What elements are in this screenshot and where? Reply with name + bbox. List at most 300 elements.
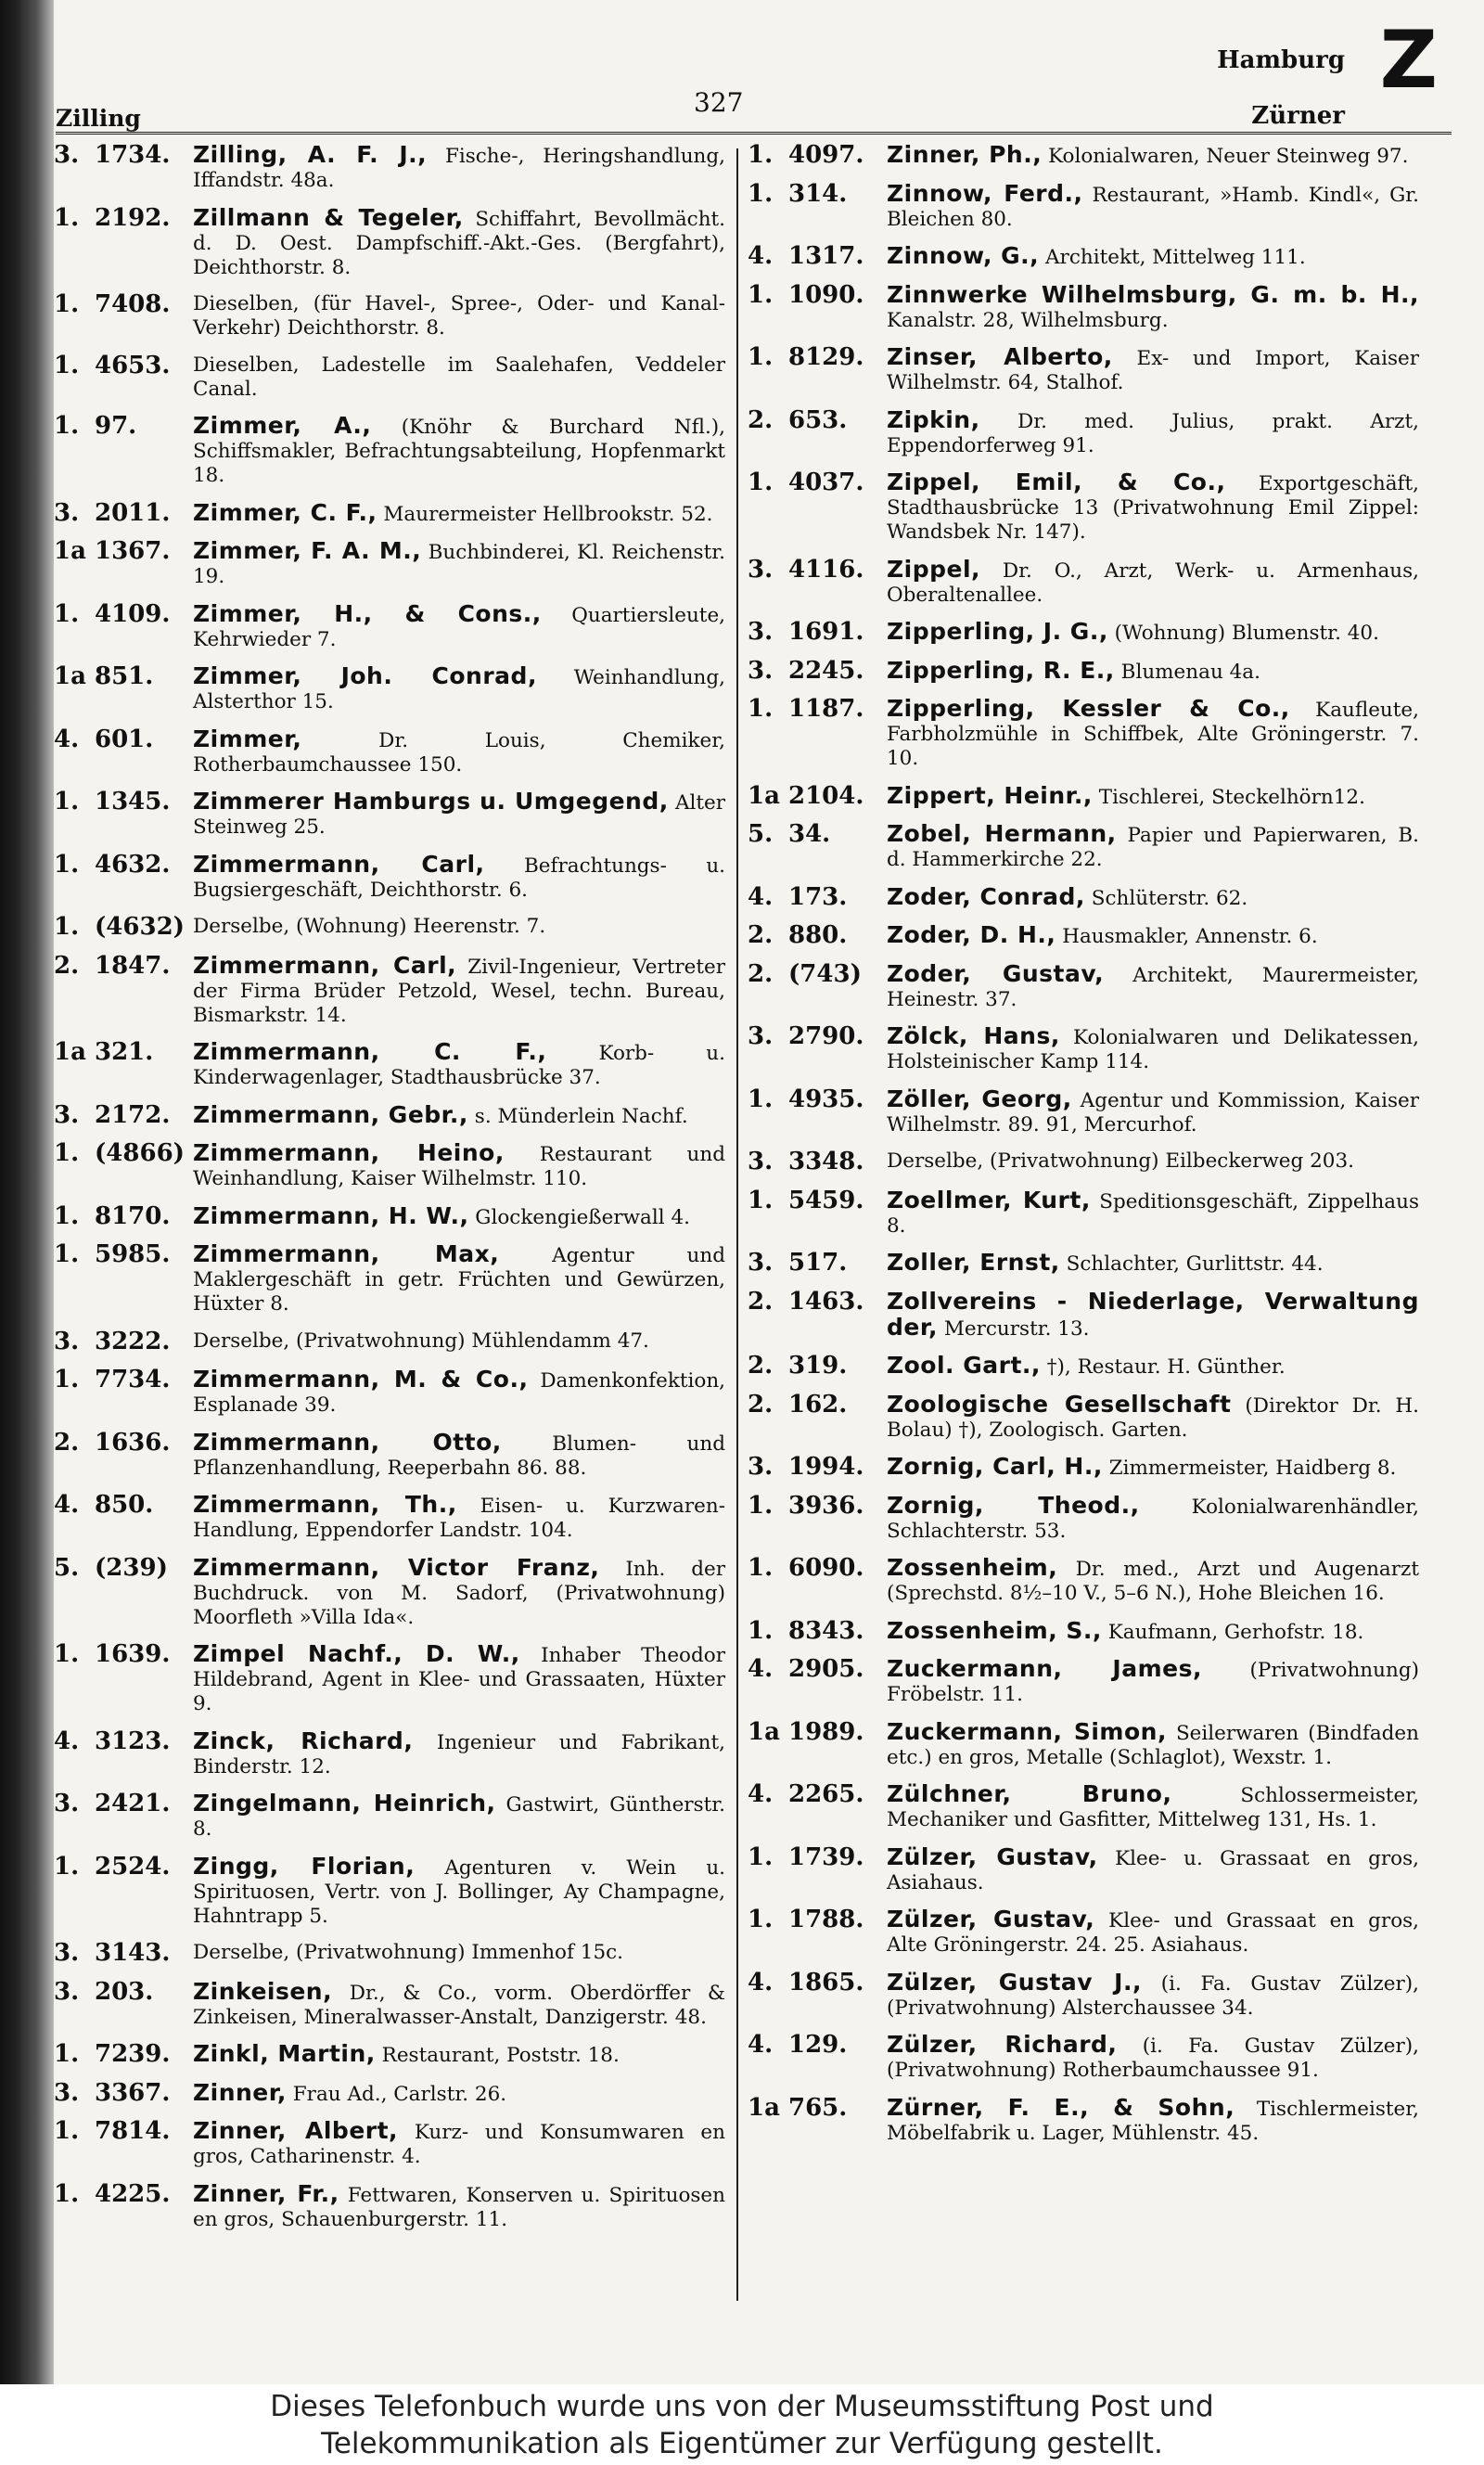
entry-details: Architekt, Maurermeister, Heinestr. 37. xyxy=(887,963,1419,1011)
subscriber-name: Zöller, Georg, xyxy=(887,1085,1072,1112)
exchange-prefix: 5. xyxy=(748,820,774,848)
directory-entry xyxy=(54,1978,725,2030)
entry-details: Exportgeschäft, Stadthausbrücke 13 (Privatwohnung Emil Zippel: Wandsbek Nr. 147). xyxy=(887,472,1419,544)
subscriber-name: Zimmer, Joh. Conrad, xyxy=(193,662,537,689)
directory-entry xyxy=(54,1101,725,1129)
directory-entry xyxy=(54,2180,725,2232)
entry-text xyxy=(193,1853,725,1929)
exchange-prefix: 2. xyxy=(748,959,774,988)
line-number: 653. xyxy=(788,405,848,434)
entry-text xyxy=(193,1554,725,1630)
exchange-prefix: 1. xyxy=(748,695,774,723)
line-number: 2172. xyxy=(95,1100,171,1129)
line-number: 2524. xyxy=(95,1852,171,1881)
exchange-prefix: 2. xyxy=(748,1390,774,1419)
directory-entry xyxy=(748,343,1419,395)
entry-details: (Privatwohnung) Fröbelstr. 11. xyxy=(887,1659,1419,1706)
directory-entry xyxy=(748,242,1419,270)
phone-number xyxy=(54,600,193,628)
directory-entry xyxy=(54,1240,725,1316)
phone-number xyxy=(748,1249,887,1277)
line-number: 851. xyxy=(95,662,154,690)
exchange-prefix: 1. xyxy=(748,1906,774,1933)
entry-details: Schlüterstr. 62. xyxy=(1091,886,1248,910)
directory-entry xyxy=(748,1718,1419,1770)
entry-details: Restaurant und Weinhandlung, Kaiser Wilhelmstr. 110. xyxy=(193,1143,726,1190)
subscriber-name: Zuckermann, Simon, xyxy=(887,1717,1167,1745)
subscriber-name: Zinnow, Ferd., xyxy=(887,179,1083,207)
line-number: 8170. xyxy=(95,1201,171,1230)
entry-text xyxy=(887,657,1419,685)
phone-number xyxy=(748,1187,887,1214)
directory-entry xyxy=(54,1038,725,1090)
exchange-prefix: 1. xyxy=(748,469,774,496)
line-number: 2790. xyxy=(788,1022,864,1050)
directory-entry xyxy=(748,883,1419,911)
entry-text xyxy=(887,1391,1419,1443)
entry-text xyxy=(887,1718,1419,1770)
left-column xyxy=(54,141,725,2242)
city-label: Hamburg xyxy=(1217,46,1345,74)
phone-number xyxy=(748,1617,887,1645)
directory-entry xyxy=(54,412,725,488)
entry-details: Derselbe, (Privatwohnung) Mühlendamm 47. xyxy=(193,1329,649,1353)
exchange-prefix: 3. xyxy=(54,1939,80,1967)
exchange-prefix: 3. xyxy=(748,656,774,685)
exchange-prefix: 3. xyxy=(54,1327,80,1355)
exchange-prefix: 1. xyxy=(54,351,80,379)
phone-number xyxy=(54,290,193,318)
exchange-prefix: 2. xyxy=(54,1428,80,1457)
entry-text xyxy=(193,1939,725,1965)
line-number: 1317. xyxy=(788,242,864,270)
entry-details: Maurermeister Hellbrookstr. 52. xyxy=(383,502,713,526)
exchange-prefix: 4. xyxy=(748,242,774,270)
directory-entry xyxy=(748,618,1419,646)
phone-number xyxy=(54,2117,193,2145)
phone-number xyxy=(54,141,193,169)
subscriber-name: Zossenheim, S., xyxy=(887,1616,1102,1644)
directory-entry xyxy=(748,141,1419,169)
directory-entry xyxy=(748,782,1419,810)
exchange-prefix: 4. xyxy=(748,2031,774,2059)
subscriber-name: Zornig, Carl, H., xyxy=(887,1453,1103,1480)
line-number: 4116. xyxy=(788,555,864,584)
line-number: 4109. xyxy=(95,599,171,628)
directory-entry xyxy=(748,1492,1419,1544)
entry-text xyxy=(193,2117,725,2169)
entry-text xyxy=(887,883,1419,911)
directory-entry xyxy=(54,1202,725,1230)
entry-text xyxy=(193,537,725,589)
directory-entry xyxy=(748,2031,1419,2083)
subscriber-name: Zippel, xyxy=(887,555,981,583)
phone-number xyxy=(748,695,887,723)
subscriber-name: Zimmermann, H. W., xyxy=(193,1201,469,1229)
subscriber-name: Zoologische Gesellschaft xyxy=(887,1390,1232,1418)
entry-details: Schiffahrt, Bevollmächt. d. D. Oest. Dampfschiff.-Akt.-Ges. (Bergfahrt), Deichthorstr. 8. xyxy=(193,207,726,279)
phone-number xyxy=(54,913,193,941)
entry-text xyxy=(193,352,725,402)
subscriber-name: Zinck, Richard, xyxy=(193,1727,414,1754)
entry-details: Dr. Louis, Chemiker, Rotherbaumchaussee 150. xyxy=(193,728,725,777)
entry-details: Kanalstr. 28, Wilhelmsburg. xyxy=(887,308,1169,332)
entry-details: Weinhandlung, Alsterthor 15. xyxy=(193,666,725,713)
exchange-prefix: 1. xyxy=(54,412,80,440)
line-number: 2011. xyxy=(95,498,171,527)
phone-number xyxy=(748,2094,887,2122)
directory-entry xyxy=(54,1328,725,1355)
subscriber-name: Zimmer, C. F., xyxy=(193,498,377,526)
entry-details: Tischlermeister, Möbelfabrik u. Lager, Mühlenstr. 45. xyxy=(887,2097,1419,2145)
line-number: 7814. xyxy=(95,2117,171,2145)
entry-details: Korb- u. Kinderwagenlager, Stadthausbrücke 37. xyxy=(193,1042,725,1089)
directory-entry xyxy=(748,1843,1419,1895)
phone-number xyxy=(748,1906,887,1933)
directory-entry xyxy=(54,913,725,941)
directory-entry xyxy=(748,1617,1419,1645)
exchange-prefix: 1. xyxy=(54,1852,80,1881)
running-head-left: Zilling xyxy=(56,105,141,132)
subscriber-name: Zipperling, Kessler & Co., xyxy=(887,695,1290,722)
phone-number xyxy=(748,1391,887,1419)
entry-details: Ex- und Import, Kaiser Wilhelmstr. 64, Stalhof. xyxy=(887,347,1419,394)
subscriber-name: Zippel, Emil, & Co., xyxy=(887,469,1226,495)
line-number: 3143. xyxy=(95,1939,171,1967)
directory-entry xyxy=(748,556,1419,608)
phone-number xyxy=(54,851,193,879)
subscriber-name: Zinser, Alberto, xyxy=(887,343,1113,370)
entry-details: Agenturen v. Wein u. Spirituosen, Vertr. von J. Bollinger, Ay Champagne, Hahntrapp 5. xyxy=(193,1855,725,1928)
exchange-prefix: 1. xyxy=(54,788,80,815)
footer-line-2: Telekommunikation als Eigentümer zur Verfügung gestellt. xyxy=(321,2427,1163,2460)
exchange-prefix: 5. xyxy=(54,1553,80,1582)
entry-details: Schlossermeister, Mechaniker und Gasfitter, Mittelweg 131, Hs. 1. xyxy=(887,1784,1419,1831)
entry-details: Inh. der Buchdruck. von M. Sadorf, (Privatwohnung) Moorfleth »Villa Ida«. xyxy=(193,1557,725,1629)
phone-number xyxy=(748,1718,887,1746)
exchange-prefix: 1. xyxy=(54,1640,80,1668)
directory-entry xyxy=(748,657,1419,685)
entry-details: Seilerwaren (Bindfaden etc.) en gros, Metalle (Schlaglot), Wexstr. 1. xyxy=(887,1721,1419,1769)
subscriber-name: Zilling, A. F. J., xyxy=(193,141,428,168)
phone-number xyxy=(748,1492,887,1520)
subscriber-name: Zinner, Fr., xyxy=(193,2179,339,2207)
line-number: 1463. xyxy=(788,1287,864,1316)
subscriber-name: Zimmermann, Th., xyxy=(193,1491,457,1518)
exchange-prefix: 3. xyxy=(54,1977,80,2006)
line-number: 3367. xyxy=(95,2078,171,2107)
line-number: (4866) xyxy=(95,1139,185,1167)
phone-number xyxy=(54,1038,193,1066)
exchange-prefix: 3. xyxy=(748,618,774,646)
phone-number xyxy=(54,1366,193,1393)
line-number: 4037. xyxy=(788,469,864,496)
subscriber-name: Zippert, Heinr., xyxy=(887,781,1093,809)
entry-details: Glockengießerwall 4. xyxy=(475,1205,690,1229)
entry-details: Agentur und Kommission, Kaiser Wilhelmstr. 89. 91, Mercurhof. xyxy=(887,1088,1419,1136)
phone-number xyxy=(748,782,887,810)
phone-number xyxy=(748,1352,887,1380)
phone-number xyxy=(54,1429,193,1457)
line-number: 601. xyxy=(95,725,154,753)
entry-details: Speditionsgeschäft, Zippelhaus 8. xyxy=(887,1189,1419,1238)
directory-entry xyxy=(748,820,1419,872)
phone-number xyxy=(748,406,887,434)
exchange-prefix: 3. xyxy=(748,1148,774,1175)
subscriber-name: Zimmermann, Max, xyxy=(193,1240,500,1267)
line-number: 3936. xyxy=(788,1491,864,1520)
directory-entry xyxy=(54,1727,725,1779)
subscriber-name: Zimmermann, Otto, xyxy=(193,1428,502,1456)
phone-number xyxy=(54,662,193,690)
entry-text xyxy=(887,180,1419,232)
entry-text xyxy=(193,290,725,340)
entry-details: Kurz- und Konsumwaren en gros, Catharinenstr. 4. xyxy=(193,2121,725,2168)
exchange-prefix: 3. xyxy=(748,1249,774,1277)
exchange-prefix: 1a xyxy=(748,2093,780,2122)
directory-entry xyxy=(748,1969,1419,2021)
entry-text xyxy=(887,820,1419,872)
subscriber-name: Zool. Gart., xyxy=(887,1352,1041,1379)
exchange-prefix: 4. xyxy=(54,725,80,753)
running-head-last-entry: Zürner xyxy=(1251,102,1345,130)
directory-entry xyxy=(748,180,1419,232)
subscriber-name: Zinner, xyxy=(193,2078,287,2106)
phone-number xyxy=(54,1491,193,1519)
line-number: 1739. xyxy=(788,1842,864,1871)
entry-text xyxy=(887,343,1419,395)
entry-details: Dieselben, (für Havel-, Spree-, Oder- und Kanal-Verkehr) Deichthorstr. 8. xyxy=(193,292,725,340)
entry-details: Zimmermeister, Haidberg 8. xyxy=(1108,1457,1397,1480)
entry-text xyxy=(887,921,1419,949)
exchange-prefix: 4. xyxy=(54,1727,80,1755)
entry-details: Mercurstr. 13. xyxy=(943,1316,1090,1341)
line-number: 203. xyxy=(95,1977,154,2006)
phone-number xyxy=(54,1202,193,1230)
line-number: (239) xyxy=(95,1553,168,1582)
exchange-prefix: 1. xyxy=(748,179,774,208)
subscriber-name: Zoller, Ernst, xyxy=(887,1249,1060,1276)
entry-details: Damenkonfektion, Esplanade 39. xyxy=(193,1369,725,1417)
book-spine-shadow xyxy=(0,0,54,2384)
exchange-prefix: 3. xyxy=(54,1790,80,1817)
entry-text xyxy=(193,1240,725,1316)
exchange-prefix: 2. xyxy=(748,405,774,434)
directory-entry xyxy=(748,1148,1419,1175)
subscriber-name: Zimmermann, Carl, xyxy=(193,850,485,878)
entry-details: Agentur und Maklergeschäft in getr. Früchten und Gewürzen, Hüxter 8. xyxy=(193,1244,725,1316)
line-number: 1847. xyxy=(95,951,171,980)
entry-text xyxy=(887,960,1419,1012)
entry-text xyxy=(193,2180,725,2232)
exchange-prefix: 1. xyxy=(54,1366,80,1393)
subscriber-name: Zimmermann, M. & Co., xyxy=(193,1366,529,1393)
entry-text xyxy=(193,600,725,652)
entry-details: Alter Steinweg 25. xyxy=(193,791,725,839)
phone-number xyxy=(54,1939,193,1967)
entry-text xyxy=(193,204,725,280)
phone-number xyxy=(54,1853,193,1881)
entry-text xyxy=(193,662,725,714)
directory-entry xyxy=(748,406,1419,458)
directory-entry xyxy=(54,1491,725,1543)
phone-number xyxy=(54,1727,193,1755)
phone-number xyxy=(748,1085,887,1113)
subscriber-name: Zinkl, Martin, xyxy=(193,2040,376,2067)
phone-number xyxy=(748,556,887,584)
line-number: 2104. xyxy=(788,781,864,810)
phone-number xyxy=(748,618,887,646)
subscriber-name: Zinner, Ph., xyxy=(887,141,1043,168)
entry-details: Tischlerei, Steckelhörn12. xyxy=(1098,785,1365,809)
entry-details: Blumenau 4a. xyxy=(1120,660,1260,684)
directory-entry xyxy=(748,1655,1419,1707)
entry-details: Architekt, Mittelweg 111. xyxy=(1045,246,1306,269)
entry-text xyxy=(193,1790,725,1842)
entry-text xyxy=(193,1978,725,2030)
entry-text xyxy=(193,1101,725,1129)
entry-details: Zivil-Ingenieur, Vertreter der Firma Brüder Petzold, Wesel, techn. Bureau, Bismarkstr. 14. xyxy=(193,955,725,1027)
phone-number xyxy=(748,141,887,169)
phone-number xyxy=(748,1843,887,1871)
entry-details: Kolonialwarenhändler, Schlachterstr. 53. xyxy=(887,1495,1419,1543)
entry-text xyxy=(887,469,1419,545)
line-number: 4935. xyxy=(788,1085,864,1113)
directory-entry xyxy=(748,1554,1419,1606)
entry-details: Klee- u. Grassaat en gros, Asiahaus. xyxy=(887,1846,1419,1894)
entry-details: Gastwirt, Güntherstr. 8. xyxy=(193,1793,726,1841)
directory-entry xyxy=(54,1366,725,1418)
phone-number xyxy=(748,883,887,911)
directory-entry xyxy=(748,1453,1419,1481)
entry-details: Restaurant, Poststr. 18. xyxy=(381,2044,620,2067)
entry-text xyxy=(887,1554,1419,1606)
exchange-prefix: 1. xyxy=(748,1085,774,1113)
entry-details: Dr. med., Arzt und Augenarzt (Sprechstd. 8½–10 V., 5–6 N.), Hohe Bleichen 16. xyxy=(887,1558,1419,1605)
line-number: 6090. xyxy=(788,1554,864,1582)
line-number: 4632. xyxy=(95,850,171,879)
phone-number xyxy=(748,960,887,988)
entry-text xyxy=(193,1038,725,1090)
exchange-prefix: 3. xyxy=(748,555,774,584)
phone-number xyxy=(54,2180,193,2208)
entry-text xyxy=(887,1492,1419,1544)
exchange-prefix: 1. xyxy=(748,1186,774,1214)
subscriber-name: Zuckermann, James, xyxy=(887,1655,1202,1682)
directory-entry xyxy=(748,1906,1419,1958)
section-letter: Z xyxy=(1379,14,1438,107)
entry-text xyxy=(193,725,725,777)
line-number: 1636. xyxy=(95,1428,171,1457)
entry-text xyxy=(193,412,725,488)
exchange-prefix: 1. xyxy=(54,2040,80,2068)
entry-text xyxy=(887,556,1419,608)
subscriber-name: Zimmermann, Gebr., xyxy=(193,1100,468,1128)
running-head-right xyxy=(1217,32,1345,144)
phone-number xyxy=(748,2031,887,2059)
phone-number xyxy=(748,1554,887,1582)
exchange-prefix: 3. xyxy=(54,498,80,527)
subscriber-name: Zimmermann, Carl, xyxy=(193,951,457,979)
exchange-prefix: 1. xyxy=(54,2179,80,2208)
line-number: 321. xyxy=(95,1038,154,1066)
entry-details: Inhaber Theodor Hildebrand, Agent in Klee- und Grassaaten, Hüxter 9. xyxy=(193,1644,725,1715)
line-number: (743) xyxy=(788,959,862,988)
exchange-prefix: 1a xyxy=(54,662,86,690)
entry-details: s. Münderlein Nachf. xyxy=(474,1104,688,1128)
exchange-prefix: 1. xyxy=(54,2117,80,2145)
exchange-prefix: 2. xyxy=(54,951,80,980)
phone-number xyxy=(748,469,887,496)
entry-text xyxy=(193,2040,725,2068)
directory-entry xyxy=(54,2117,725,2169)
directory-entry xyxy=(54,499,725,527)
entry-text xyxy=(887,1969,1419,2021)
entry-text xyxy=(193,1640,725,1716)
line-number: 3348. xyxy=(788,1148,864,1175)
entry-details: Dr., & Co., vorm. Oberdörffer & Zinkeisen, Mineralwasser-Anstalt, Danzigerstr. 48. xyxy=(193,1981,725,2029)
exchange-prefix: 4. xyxy=(54,1491,80,1519)
subscriber-name: Zürner, F. E., & Sohn, xyxy=(887,2093,1235,2121)
phone-number xyxy=(748,1022,887,1050)
subscriber-name: Zülzer, Gustav, xyxy=(887,1842,1098,1870)
directory-entry xyxy=(748,1022,1419,1074)
subscriber-name: Zinnwerke Wilhelmsburg, G. m. b. H., xyxy=(887,280,1419,308)
phone-number xyxy=(748,180,887,208)
phone-number xyxy=(54,1640,193,1668)
line-number: 1989. xyxy=(788,1717,864,1746)
entry-details: Klee- und Grassaat en gros, Alte Gröningerstr. 24. 25. Asiahaus. xyxy=(887,1909,1420,1957)
phone-number xyxy=(748,921,887,949)
exchange-prefix: 1. xyxy=(54,850,80,879)
line-number: 1090. xyxy=(788,280,864,309)
exchange-prefix: 1. xyxy=(54,1240,80,1268)
phone-number xyxy=(748,1655,887,1683)
subscriber-name: Zimmermann, Heino, xyxy=(193,1139,505,1166)
line-number: 765. xyxy=(788,2093,848,2122)
directory-entry xyxy=(748,695,1419,771)
header-rule xyxy=(56,132,1452,136)
phone-number xyxy=(54,352,193,379)
entry-details: Dr. med. Julius, prakt. Arzt, Eppendorferweg 91. xyxy=(887,409,1419,457)
entry-text xyxy=(887,141,1419,169)
directory-entry xyxy=(54,2040,725,2068)
entry-details: Buchbinderei, Kl. Reichenstr. 19. xyxy=(193,541,725,588)
entry-details: Restaurant, »Hamb. Kindl«, Gr. Bleichen 80. xyxy=(887,183,1420,231)
line-number: 1639. xyxy=(95,1640,171,1668)
directory-entry xyxy=(748,281,1419,333)
entry-details: Derselbe, (Wohnung) Heerenstr. 7. xyxy=(193,915,546,938)
exchange-prefix: 1. xyxy=(54,203,80,232)
phone-number xyxy=(54,1101,193,1129)
subscriber-name: Zoellmer, Kurt, xyxy=(887,1186,1091,1213)
line-number: 7408. xyxy=(95,290,171,318)
line-number: 97. xyxy=(95,412,137,440)
exchange-prefix: 1. xyxy=(748,1554,774,1582)
entry-text xyxy=(193,1328,725,1354)
phone-number xyxy=(748,657,887,685)
line-number: 129. xyxy=(788,2031,848,2059)
directory-entry xyxy=(748,2094,1419,2146)
phone-number xyxy=(54,725,193,753)
entry-details: Befrachtungs- u. Bugsiergeschäft, Deichthorstr. 6. xyxy=(193,854,725,902)
entry-details: (i. Fa. Gustav Zülzer), (Privatwohnung) Alsterchaussee 34. xyxy=(887,1971,1419,2020)
line-number: 1187. xyxy=(788,695,864,723)
entry-details: Blumen- und Pflanzenhandlung, Reeperbahn 86. 88. xyxy=(193,1431,725,1480)
entry-text xyxy=(887,1843,1419,1895)
entry-details: Derselbe, (Privatwohnung) Immenhof 15c. xyxy=(193,1941,624,1964)
entry-text xyxy=(887,1022,1419,1074)
